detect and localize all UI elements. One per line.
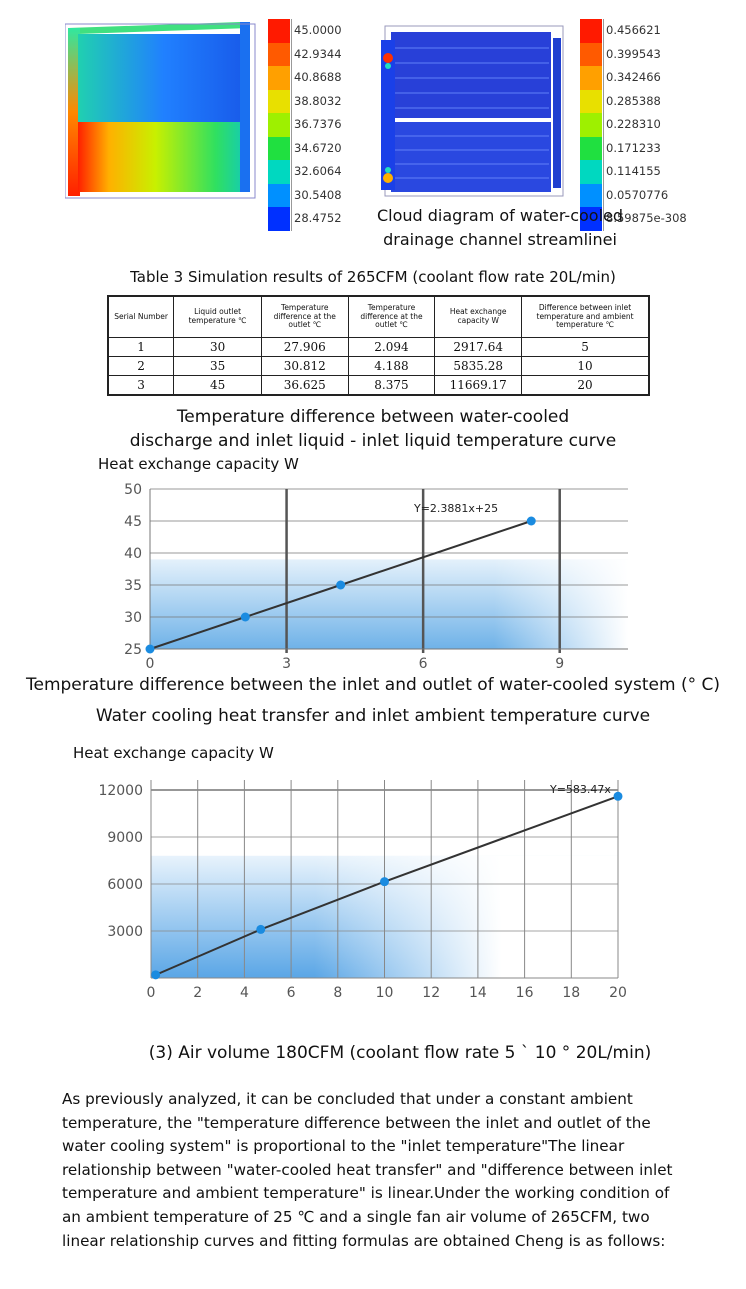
scale-label: 8.59875e-308	[603, 207, 687, 231]
x-tick-label: 8	[333, 985, 343, 1001]
data-point	[614, 792, 623, 801]
table-header: Difference between inlet temperature and ambient temperature ℃	[522, 296, 649, 338]
table-cell: 30.812	[261, 357, 348, 376]
caption-line: drainage channel streamlinei	[383, 230, 617, 249]
table-header: Serial Number	[108, 296, 174, 338]
table-cell: 2.094	[348, 338, 435, 357]
table-cell: 4.188	[348, 357, 435, 376]
scale-label: 0.285388	[603, 90, 687, 114]
table-cell: 2917.64	[435, 338, 522, 357]
caption-line: discharge and inlet liquid - inlet liquid temperature curve	[129, 431, 617, 451]
streamline-caption	[360, 204, 640, 252]
scale-label: 42.9344	[291, 43, 342, 67]
chart-outlet-inlet-temperature	[0, 452, 746, 704]
chart-heat-transfer-ambient	[0, 738, 746, 1010]
scale-label: 28.4752	[291, 207, 342, 231]
table-header: Temperature difference at the outlet ℃	[348, 296, 435, 338]
y-tick-label: 6000	[107, 877, 143, 893]
table-title: Table 3 Simulation results of 265CFM (coolant flow rate 20L/min)	[130, 268, 616, 286]
y-axis-label: Heat exchange capacity W	[98, 455, 299, 473]
x-tick-label: 20	[609, 985, 627, 1001]
table-row	[108, 338, 649, 357]
y-tick-label: 35	[124, 578, 142, 594]
table-header: Heat exchange capacity W	[435, 296, 522, 338]
scale-label: 0.456621	[603, 19, 687, 43]
scale-label: 0.342466	[603, 66, 687, 90]
table-cell: 5	[522, 338, 649, 357]
table-cell: 45	[174, 376, 262, 396]
y-tick-label: 12000	[98, 783, 143, 799]
data-point	[241, 613, 250, 622]
y-axis-label: Heat exchange capacity W	[73, 744, 274, 762]
x-tick-label: 4	[239, 985, 249, 1001]
data-point	[336, 581, 345, 590]
data-point	[256, 925, 265, 934]
table-cell: 8.375	[348, 376, 435, 396]
results-table	[107, 295, 650, 396]
x-tick-label: 0	[145, 656, 155, 672]
y-tick-label: 9000	[107, 830, 143, 846]
table-cell: 1	[108, 338, 174, 357]
section-caption: (3) Air volume 180CFM (coolant flow rate 5 ` 10 ° 20L/min)	[148, 1043, 652, 1063]
left-color-scale	[268, 19, 290, 231]
plot-fade	[150, 559, 628, 649]
chart2-caption: Water cooling heat transfer and inlet ambient temperature curve	[95, 706, 651, 726]
caption-line: Cloud diagram of water-cooled	[376, 206, 624, 225]
x-tick-label: 9	[555, 656, 565, 672]
x-tick-label: 12	[422, 985, 441, 1001]
data-point	[380, 877, 389, 886]
y-tick-label: 50	[124, 482, 142, 498]
y-tick-label: 40	[124, 546, 142, 562]
x-tick-label: 0	[146, 985, 156, 1001]
right-color-scale	[580, 19, 602, 231]
table-cell: 35	[174, 357, 262, 376]
scale-label: 38.8032	[291, 90, 342, 114]
x-tick-label: 16	[515, 985, 534, 1001]
y-tick-label: 3000	[107, 924, 143, 940]
table-cell: 3	[108, 376, 174, 396]
x-tick-label: 18	[562, 985, 581, 1001]
scale-label: 0.171233	[603, 137, 687, 161]
scale-label: 0.0570776	[603, 184, 687, 208]
scale-label: 30.5408	[291, 184, 342, 208]
table-cell: 2	[108, 357, 174, 376]
y-tick-label: 45	[124, 514, 142, 530]
x-tick-label: 10	[375, 985, 394, 1001]
scale-label: 34.6720	[291, 137, 342, 161]
y-tick-label: 25	[124, 642, 142, 658]
right-scale-labels	[603, 19, 687, 231]
scale-label: 40.8688	[291, 66, 342, 90]
scale-label: 45.0000	[291, 19, 342, 43]
x-tick-label: 6	[418, 656, 428, 672]
body-paragraph: As previously analyzed, it can be concluded that under a constant ambient temperature, the "temperature difference between the inlet and outlet of the water cooling system" is proportional to the "inlet temperature"The linear relationship between "water-cooled heat transfer" and "difference between inlet temperature and ambient temperature" is linear.Under the working condition of an ambient temperature of 25 ℃ and a single fan air volume of 265CFM, two linear relationship curves and fitting formulas are obtained Cheng is as follows:	[62, 1090, 673, 1250]
x-axis-label: Temperature difference between the inlet and outlet of water-cooled system (° C)	[26, 675, 720, 695]
table-header: Liquid outlet temperature ℃	[174, 296, 262, 338]
streamline-cloud-image	[373, 18, 569, 200]
x-tick-label: 6	[286, 985, 296, 1001]
table-cell: 11669.17	[435, 376, 522, 396]
table-cell: 36.625	[261, 376, 348, 396]
x-tick-label: 2	[193, 985, 203, 1001]
scale-label: 0.114155	[603, 160, 687, 184]
scale-label: 36.7376	[291, 113, 342, 137]
scale-label: 0.228310	[603, 113, 687, 137]
fit-formula-annotation: Y=583.47x	[550, 783, 611, 796]
temperature-cloud-image	[65, 18, 260, 200]
x-tick-label: 3	[282, 656, 292, 672]
scale-label: 32.6064	[291, 160, 342, 184]
table-cell: 20	[522, 376, 649, 396]
chart1-caption	[60, 405, 686, 453]
table-row	[108, 376, 649, 396]
table-header-row	[108, 296, 649, 338]
table-cell: 10	[522, 357, 649, 376]
x-tick-label: 14	[468, 985, 487, 1001]
caption-line: Temperature difference between water-cooled	[176, 407, 570, 427]
table-row	[108, 357, 649, 376]
data-point	[527, 517, 536, 526]
fit-formula-annotation: Y=2.3881x+25	[414, 502, 499, 515]
table-cell: 30	[174, 338, 262, 357]
table-cell: 5835.28	[435, 357, 522, 376]
data-point	[146, 645, 155, 654]
left-scale-labels	[291, 19, 342, 231]
table-cell: 27.906	[261, 338, 348, 357]
data-point	[151, 970, 160, 979]
table-header: Temperature difference at the outlet ℃	[261, 296, 348, 338]
scale-label: 0.399543	[603, 43, 687, 67]
y-tick-label: 30	[124, 610, 142, 626]
